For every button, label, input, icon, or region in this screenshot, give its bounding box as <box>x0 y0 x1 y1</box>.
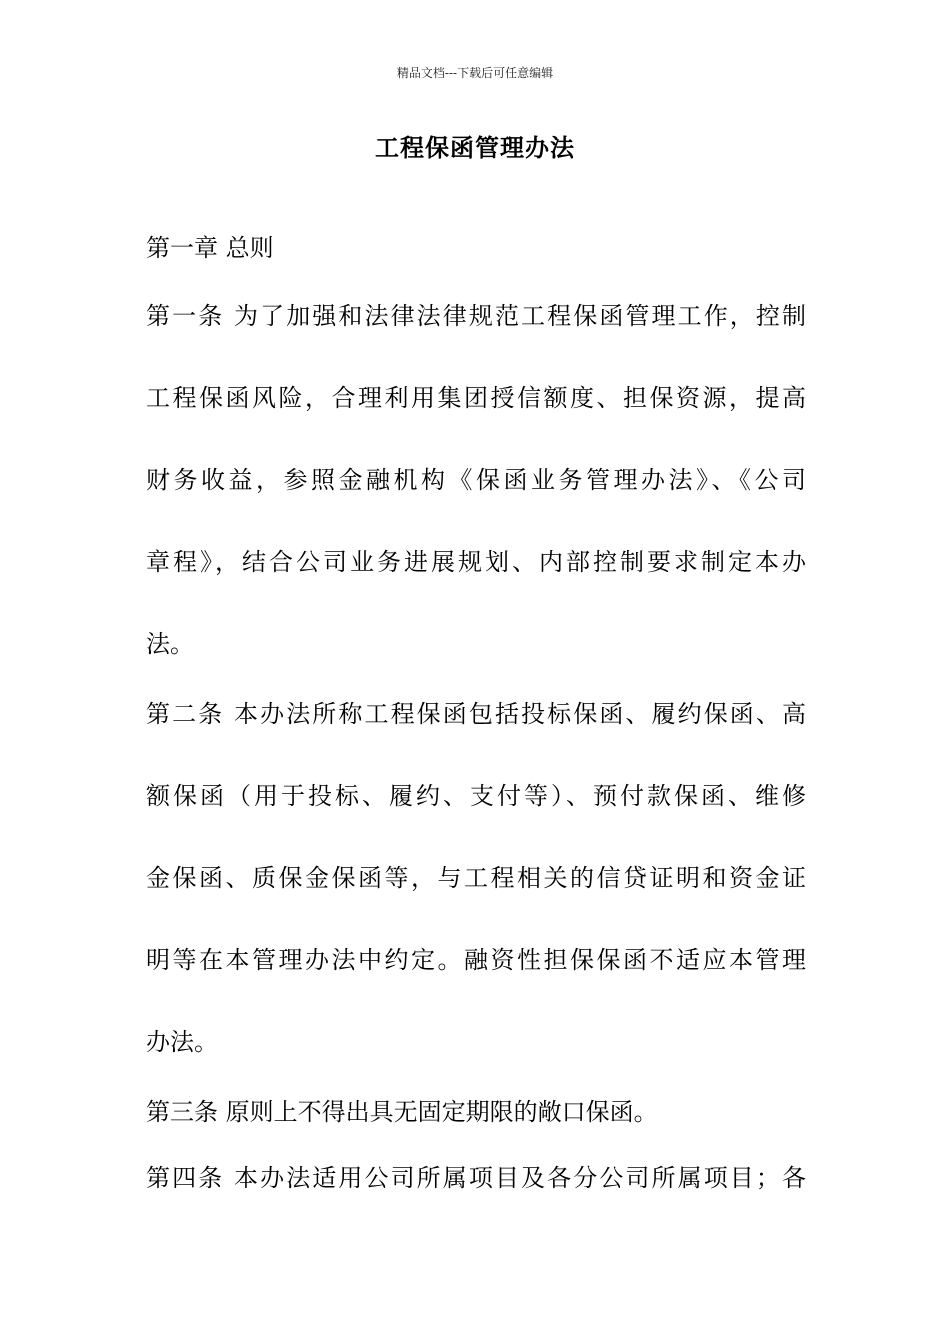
article-1-line-3: 财务收益，参照金融机构《保函业务管理办法》、《公司 <box>146 466 806 494</box>
article-3-line-1: 第三条 原则上不得出具无固定期限的敞口保函。 <box>146 1098 658 1126</box>
article-2-line-2: 额保函（用于投标、履约、支付等）、预付款保函、维修 <box>146 782 806 810</box>
article-2-line-5: 办法。 <box>146 1028 218 1056</box>
article-2-line-1: 第二条 本办法所称工程保函包括投标保函、履约保函、高 <box>146 700 806 728</box>
article-4-line-1: 第四条 本办法适用公司所属项目及各分公司所属项目；各 <box>146 1164 806 1192</box>
header-note: 精品文档---下载后可任意编辑 <box>396 66 554 80</box>
article-2-line-4: 明等在本管理办法中约定。融资性担保保函不适应本管理 <box>146 946 806 974</box>
article-1-line-5: 法。 <box>146 630 194 658</box>
article-1-line-1: 第一条 为了加强和法律法律规范工程保函管理工作，控制 <box>146 302 806 330</box>
article-1-line-4: 章程》，结合公司业务进展规划、内部控制要求制定本办 <box>146 548 806 576</box>
article-1-line-2: 工程保函风险，合理利用集团授信额度、担保资源，提高 <box>146 384 806 412</box>
document-title: 工程保函管理办法 <box>375 133 575 162</box>
article-2-line-3: 金保函、质保金保函等，与工程相关的信贷证明和资金证 <box>146 864 806 892</box>
chapter-heading: 第一章 总则 <box>146 234 274 262</box>
